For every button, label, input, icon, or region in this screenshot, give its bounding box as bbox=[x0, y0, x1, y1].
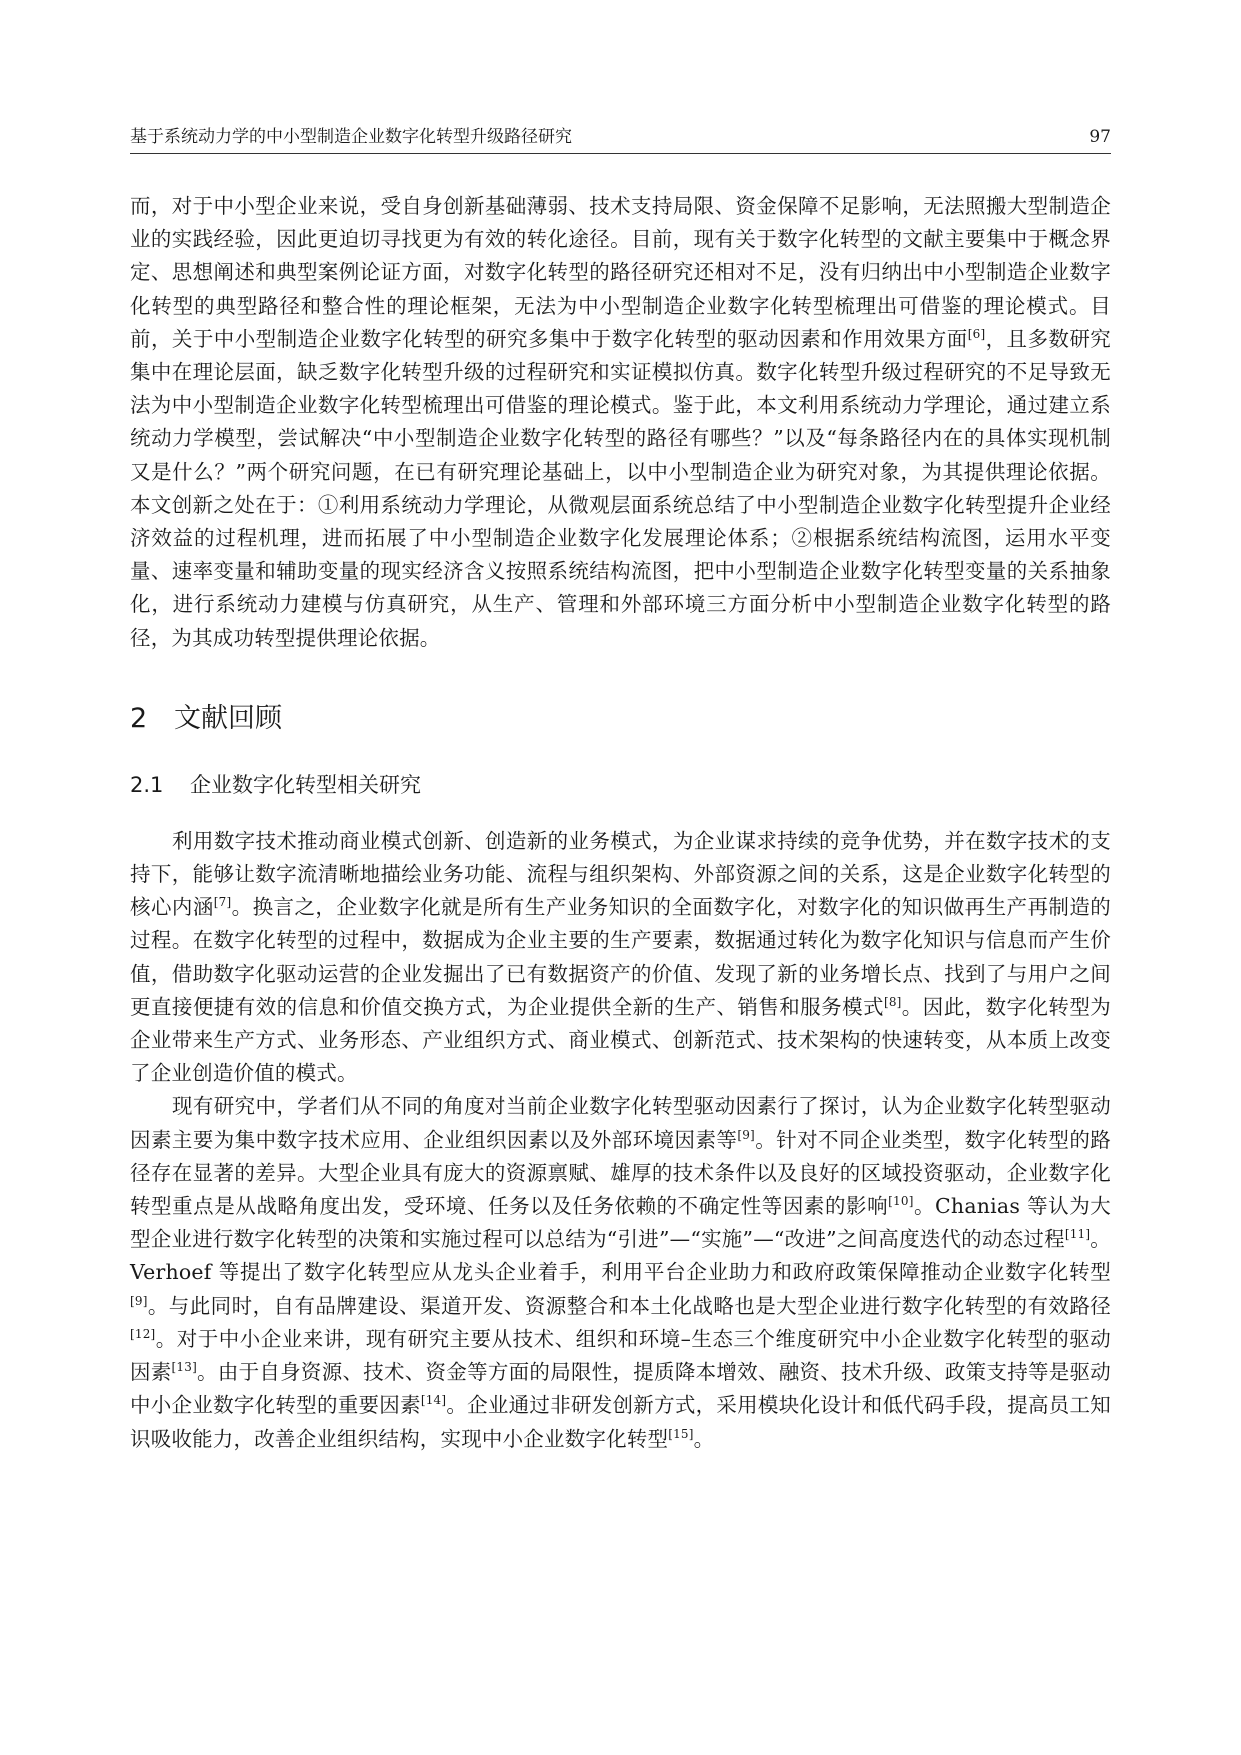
section-number: 2 bbox=[130, 702, 148, 734]
text: 。 bbox=[693, 1426, 715, 1451]
text: 利用数字技术推动商业模式创新、创造新的业务模式，为企业谋求持续的竞争优势，并在数字技术的支持下，能够让数字流清晰地描绘业务功能、流程与组织架构、外部资源之间的关系，这是企业数字化转型的核心内涵 bbox=[130, 828, 1111, 920]
text: 。企业通过非研发创新方式，采用模块化设计和低代码手段，提高员工知识吸收能力，改善企业组织结构，实现中小企业数字化转型 bbox=[130, 1393, 1111, 1451]
citation: [10] bbox=[888, 1194, 914, 1209]
text: 。因此，数字化转型为企业带来生产方式、业务形态、产业组织方式、商业模式、创新范式、技术架构的快速转变，从本质上改变了企业创造价值的模式。 bbox=[130, 994, 1111, 1086]
text: 。与此同时，自有品牌建设、渠道开发、资源整合和本土化战略也是大型企业进行数字化转型的有效路径 bbox=[147, 1293, 1111, 1318]
text: 。针对不同企业类型，数字化转型的路径存在显著的差异。大型企业具有庞大的资源禀赋、雄厚的技术条件以及良好的区域投资驱动，企业数字化转型重点是从战略角度出发，受环境、任务以及任务依赖的不确定性等因素的影响 bbox=[130, 1127, 1111, 1219]
citation: [14] bbox=[420, 1393, 447, 1408]
page-number: 97 bbox=[1089, 127, 1111, 147]
intro-text: 而，对于中小型企业来说，受自身创新基础薄弱、技术支持局限、资金保障不足影响，无法照搬大型制造企业的实践经验，因此更迫切寻找更为有效的转化途径。目前，现有关于数字化转型的文献主要集中于概念界定、思想阐述和典型案例论证方面，对数字化转型的路径研究还相对不足，没有归纳出中小型制造企业数字化转型的典型路径和整合性的理论框架，无法为中小型制造企业数字化转型梳理出可借鉴的理论模式。目前，关于中小型制造企业数字化转型的研究多集中于数字化转型的驱动因素和作用效果方面 bbox=[130, 194, 1111, 351]
text: 现有研究中，学者们从不同的角度对当前企业数字化转型驱动因素行了探讨，认为企业数字化转型驱动因素主要为集中数字技术应用、企业组织因素以及外部环境因素等 bbox=[130, 1094, 1111, 1152]
paragraph-1 bbox=[130, 825, 1111, 1091]
citation: [9] bbox=[737, 1127, 755, 1142]
citation: [8] bbox=[883, 995, 902, 1010]
article-body bbox=[130, 190, 1111, 1456]
citation: [12] bbox=[130, 1327, 156, 1342]
citation: [9] bbox=[130, 1293, 148, 1308]
text: 。由于自身资源、技术、资金等方面的局限性，提质降本增效、融资、技术升级、政策支持等是驱动中小企业数字化转型的重要因素 bbox=[130, 1360, 1111, 1418]
text: 。对于中小企业来讲，现有研究主要从技术、组织和环境–生态三个维度研究中小企业数字化转型的驱动因素 bbox=[130, 1326, 1111, 1385]
citation: [15] bbox=[668, 1426, 694, 1441]
citation: [11] bbox=[1064, 1227, 1091, 1242]
section-heading bbox=[130, 699, 1111, 739]
subsection-title: 企业数字化转型相关研究 bbox=[190, 772, 421, 797]
citation: [7] bbox=[213, 895, 232, 910]
intro-text-cont: ，且多数研究集中在理论层面，缺乏数字化转型升级的过程研究和实证模拟仿真。数字化转型升级过程研究的不足导致无法为中小型制造企业数字化转型梳理出可借鉴的理论模式。鉴于此，本文利用系统动力学理论，通过建立系统动力学模型，尝试解决“中小型制造企业数字化转型的路径有哪些？”以及“每条路径内在的具体实现机制又是什么？”两个研究问题，在已有研究理论基础上，以中小型制造企业为研究对象，为其提供理论依据。本文创新之处在于：①利用系统动力学理论，从微观层面系统总结了中小型制造企业数字化转型提升企业经济效益的过程机理，进而拓展了中小型制造企业数字化发展理论体系；②根据系统结构流图，运用水平变量、速率变量和辅助变量的现实经济含义按照系统结构流图，把中小型制造企业数字化转型变量的关系抽象化，进行系统动力建模与仿真研究，从生产、管理和外部环境三方面分析中小型制造企业数字化转型的路径，为其成功转型提供理论依据。 bbox=[130, 326, 1112, 650]
section-title: 文献回顾 bbox=[174, 702, 282, 734]
text: 。换言之，企业数字化就是所有生产业务知识的全面数字化，对数字化的知识做再生产再制造的过程。在数字化转型的过程中，数据成为企业主要的生产要素，数据通过转化为数字化知识与信息而产生价值，借助数字化驱动运营的企业发掘出了已有数据资产的价值、发现了新的业务增长点、找到了与用户之间更直接便捷有效的信息和价值交换方式，为企业提供全新的生产、销售和服务模式 bbox=[130, 895, 1111, 1019]
text: 。Chanias 等认为大型企业进行数字化转型的决策和实施过程可以总结为“引进”—“实施”—“改进”之间高度迭代的动态过程 bbox=[130, 1194, 1111, 1252]
subsection-number: 2.1 bbox=[130, 772, 164, 797]
running-header bbox=[130, 122, 1111, 154]
running-title: 基于系统动力学的中小型制造企业数字化转型升级路径研究 bbox=[130, 127, 572, 147]
citation: [6] bbox=[967, 326, 986, 341]
paragraph-2 bbox=[130, 1090, 1111, 1455]
intro-paragraph bbox=[130, 190, 1111, 655]
subsection-heading bbox=[130, 769, 1111, 801]
citation: [13] bbox=[171, 1360, 197, 1375]
text: 。Verhoef 等提出了数字化转型应从龙头企业着手，利用平台企业助力和政府政策保障推动企业数字化转型 bbox=[130, 1227, 1111, 1285]
